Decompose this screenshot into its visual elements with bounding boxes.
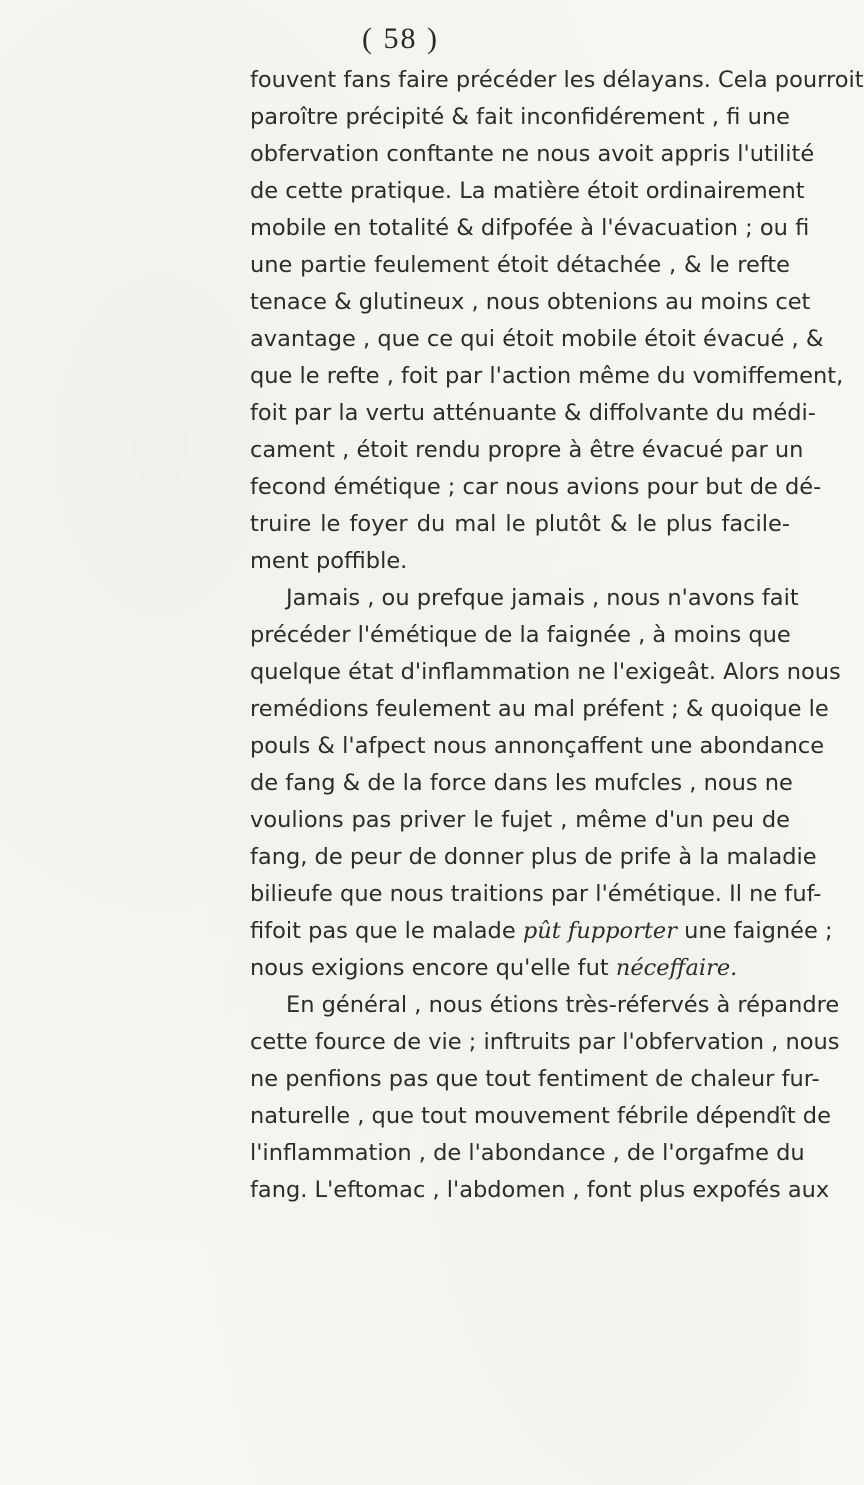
text-line: que le refte , foit par l'action même du vomiffement,: [250, 363, 844, 389]
text-line: quelque état d'inflammation ne l'exigeât. Alors nous: [250, 659, 841, 685]
text-line: remédions feulement au mal préfent ; & quoique le: [250, 696, 829, 722]
text-line: naturelle , que tout mouvement fébrile dépendît de: [250, 1103, 831, 1129]
text-line: truire le foyer du mal le plutôt & le plus facile-: [250, 511, 790, 537]
paragraph-start-line: Jamais , ou prefque jamais , nous n'avons fait: [286, 585, 799, 611]
text-line: avantage , que ce qui étoit mobile étoit évacué , &: [250, 326, 824, 352]
text-line: foit par la vertu atténuante & diffolvante du médi-: [250, 400, 816, 426]
paragraph-start-line: En général , nous étions très-réfervés à répandre: [286, 992, 840, 1018]
text-line: obfervation conftante ne nous avoit appris l'utilité: [250, 141, 815, 167]
text-segment: nous exigions encore qu'elle fut: [250, 955, 609, 981]
text-line-with-italic: [250, 913, 833, 949]
text-line: bilieufe que nous traitions par l'émétique. Il ne fuf-: [250, 881, 822, 907]
text-line: ment poffible.: [250, 548, 408, 574]
text-line: de cette pratique. La matière étoit ordinairement: [250, 178, 805, 204]
text-line: pouls & l'afpect nous annonçaffent une abondance: [250, 733, 825, 759]
text-line: de fang & de la force dans les mufcles , nous ne: [250, 770, 793, 796]
text-line: tenace & glutineux , nous obtenions au moins cet: [250, 289, 811, 315]
text-line: l'inflammation , de l'abondance , de l'orgafme du: [250, 1140, 805, 1166]
text-line: cette fource de vie ; inftruits par l'obfervation , nous: [250, 1029, 840, 1055]
text-line: fang. L'eftomac , l'abdomen , font plus expofés aux: [250, 1177, 830, 1203]
italic-term: néceffaire.: [615, 955, 738, 981]
text-segment: une faignée ;: [684, 918, 833, 944]
text-line: précéder l'émétique de la faignée , à moins que: [250, 622, 791, 648]
text-line: cament , étoit rendu propre à être évacué par un: [250, 437, 804, 463]
text-line: voulions pas priver le fujet , même d'un peu de: [250, 807, 790, 833]
text-segment: fifoit pas que le malade: [250, 918, 516, 944]
text-line: fouvent fans faire précéder les délayans. Cela pourroit: [250, 67, 864, 93]
text-line: paroître précipité & fait inconfidérement , fi une: [250, 104, 790, 130]
text-line: fecond émétique ; car nous avions pour but de dé-: [250, 474, 822, 500]
text-line: fang, de peur de donner plus de prife à la maladie: [250, 844, 817, 870]
text-line-with-italic: [250, 950, 790, 986]
text-line: mobile en totalité & difpofée à l'évacuation ; ou fi: [250, 215, 810, 241]
page-number: ( 58 ): [362, 22, 439, 55]
text-line: une partie feulement étoit détachée , & le refte: [250, 252, 790, 278]
italic-term: pût fupporter: [522, 918, 677, 944]
text-line: ne penfions pas que tout fentiment de chaleur fur-: [250, 1066, 820, 1092]
